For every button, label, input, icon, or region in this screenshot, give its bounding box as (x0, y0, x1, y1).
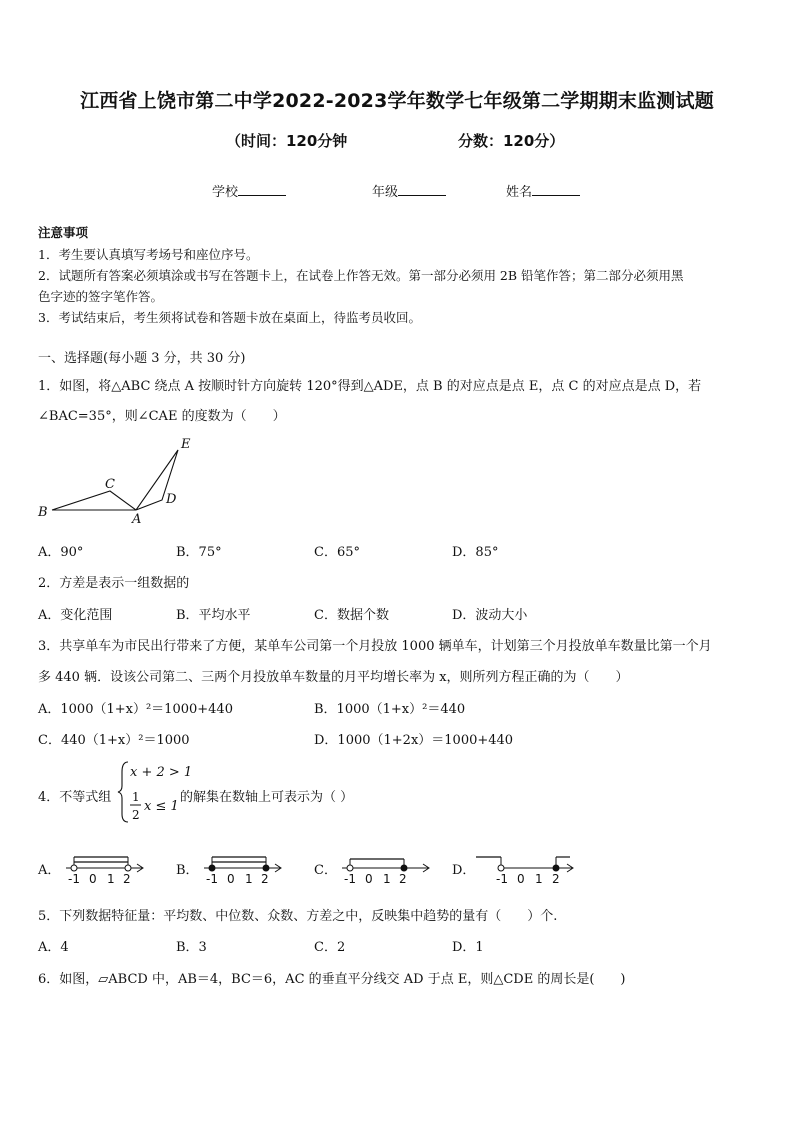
inequality-1: x + 2 > 1 (130, 765, 193, 780)
q1-option-b[interactable]: B．75° (176, 545, 222, 560)
question-5: 5．下列数据特征量：平均数、中位数、众数、方差之中，反映集中趋势的量有（ ）个. (38, 909, 558, 924)
q4-option-d[interactable]: D． (452, 863, 476, 878)
number-line-d[interactable] (474, 851, 578, 885)
q1-option-a[interactable]: A．90° (38, 545, 84, 560)
inequality-2: x ≤ 1 (144, 799, 179, 814)
section-title: 一、选择题(每小题 3 分，共 30 分) (38, 351, 246, 366)
school-blank[interactable] (238, 183, 286, 196)
label-d: D (166, 492, 177, 507)
name-blank[interactable] (532, 183, 580, 196)
tick-label: 1 (383, 872, 391, 886)
tick-label: 2 (552, 872, 560, 886)
q3-option-b[interactable]: B．1000（1+x）²＝440 (314, 702, 466, 717)
tick-label: -1 (68, 872, 80, 886)
tick-label: -1 (496, 872, 508, 886)
q2-option-b[interactable]: B．平均水平 (176, 608, 251, 623)
number-line-c[interactable] (338, 851, 434, 885)
q5-option-b[interactable]: B．3 (176, 940, 207, 955)
tick-label: 2 (261, 872, 269, 886)
note-item: 色字迹的签字笔作答。 (38, 289, 164, 304)
question-3-line-2: 多 440 辆．设该公司第二、三两个月投放单车数量的月平均增长率为 x，则所列方程正确的为（ ） (38, 670, 629, 685)
tick-label: -1 (206, 872, 218, 886)
question-4-suffix: 的解集在数轴上可表示为（ ） (180, 790, 354, 805)
school-label: 学校 (212, 185, 239, 200)
question-2: 2．方差是表示一组数据的 (38, 576, 190, 591)
q1-option-c[interactable]: C．65° (314, 545, 360, 560)
fraction-denominator: 2 (132, 808, 140, 822)
question-1-line-1: 1．如图，将△ABC 绕点 A 按顺时针方向旋转 120°得到△ADE，点 B 的对应点是点 E，点 C 的对应点是点 D，若 (38, 379, 702, 394)
question-6: 6．如图，▱ABCD 中，AB＝4，BC＝6，AC 的垂直平分线交 AD 于点 E，则△CDE 的周长是( ) (38, 972, 626, 987)
exam-score: 分数：120分） (458, 132, 565, 150)
exam-title: 江西省上饶市第二中学2022-2023学年数学七年级第二学期期末监测试题 (80, 90, 714, 112)
fraction-numerator: 1 (132, 790, 140, 804)
label-b: B (38, 505, 48, 520)
question-3-line-1: 3．共享单车为市民出行带来了方便，某单车公司第一个月投放 1000 辆单车，计划第三个月投放单车数量比第一个月 (38, 639, 712, 654)
notes-title: 注意事项 (38, 225, 89, 240)
tick-label: 1 (107, 872, 115, 886)
q4-option-b[interactable]: B． (176, 863, 199, 878)
tick-label: 0 (227, 872, 235, 886)
q3-option-a[interactable]: A．1000（1+x）²＝1000+440 (38, 702, 233, 717)
q3-option-c[interactable]: C．440（1+x）²＝1000 (38, 733, 190, 748)
q5-option-d[interactable]: D．1 (452, 940, 484, 955)
q5-option-c[interactable]: C．2 (314, 940, 346, 955)
q1-option-d[interactable]: D．85° (452, 545, 499, 560)
number-line-a[interactable] (62, 851, 148, 885)
grade-label: 年级 (372, 185, 399, 200)
exam-time: （时间：120分钟 (226, 132, 348, 150)
grade-blank[interactable] (398, 183, 446, 196)
q2-option-c[interactable]: C．数据个数 (314, 608, 389, 623)
inequality-system (116, 758, 193, 826)
label-c: C (105, 477, 115, 492)
q4-option-c[interactable]: C． (314, 863, 337, 878)
question-1-line-2: ∠BAC=35°，则∠CAE 的度数为（ ） (38, 409, 286, 424)
question-4-prefix: 4．不等式组 (38, 790, 112, 805)
q2-option-a[interactable]: A．变化范围 (38, 608, 113, 623)
note-item: 1．考生要认真填写考场号和座位序号。 (38, 247, 259, 262)
number-line-b[interactable] (200, 851, 286, 885)
q4-option-a[interactable]: A． (38, 863, 61, 878)
q2-option-d[interactable]: D．波动大小 (452, 608, 528, 623)
name-label: 姓名 (506, 185, 533, 200)
note-item: 2．试题所有答案必须填涂或书写在答题卡上，在试卷上作答无效。第一部分必须用 2B 铅笔作答；第二部分必须用黑 (38, 268, 684, 283)
q3-option-d[interactable]: D．1000（1+2x）＝1000+440 (314, 733, 514, 748)
tick-label: 0 (517, 872, 525, 886)
q5-option-a[interactable]: A．4 (38, 940, 69, 955)
triangle-rotation-figure (34, 432, 204, 527)
tick-label: 0 (89, 872, 97, 886)
school-field (212, 181, 286, 200)
tick-label: 1 (245, 872, 253, 886)
note-item: 3．考试结束后，考生须将试卷和答题卡放在桌面上，待监考员收回。 (38, 310, 421, 325)
tick-label: 2 (399, 872, 407, 886)
grade-field (372, 181, 446, 200)
tick-label: 0 (365, 872, 373, 886)
tick-label: -1 (344, 872, 356, 886)
label-e: E (181, 437, 191, 452)
label-a: A (132, 512, 142, 527)
tick-label: 2 (123, 872, 131, 886)
tick-label: 1 (535, 872, 543, 886)
name-field (506, 181, 580, 200)
